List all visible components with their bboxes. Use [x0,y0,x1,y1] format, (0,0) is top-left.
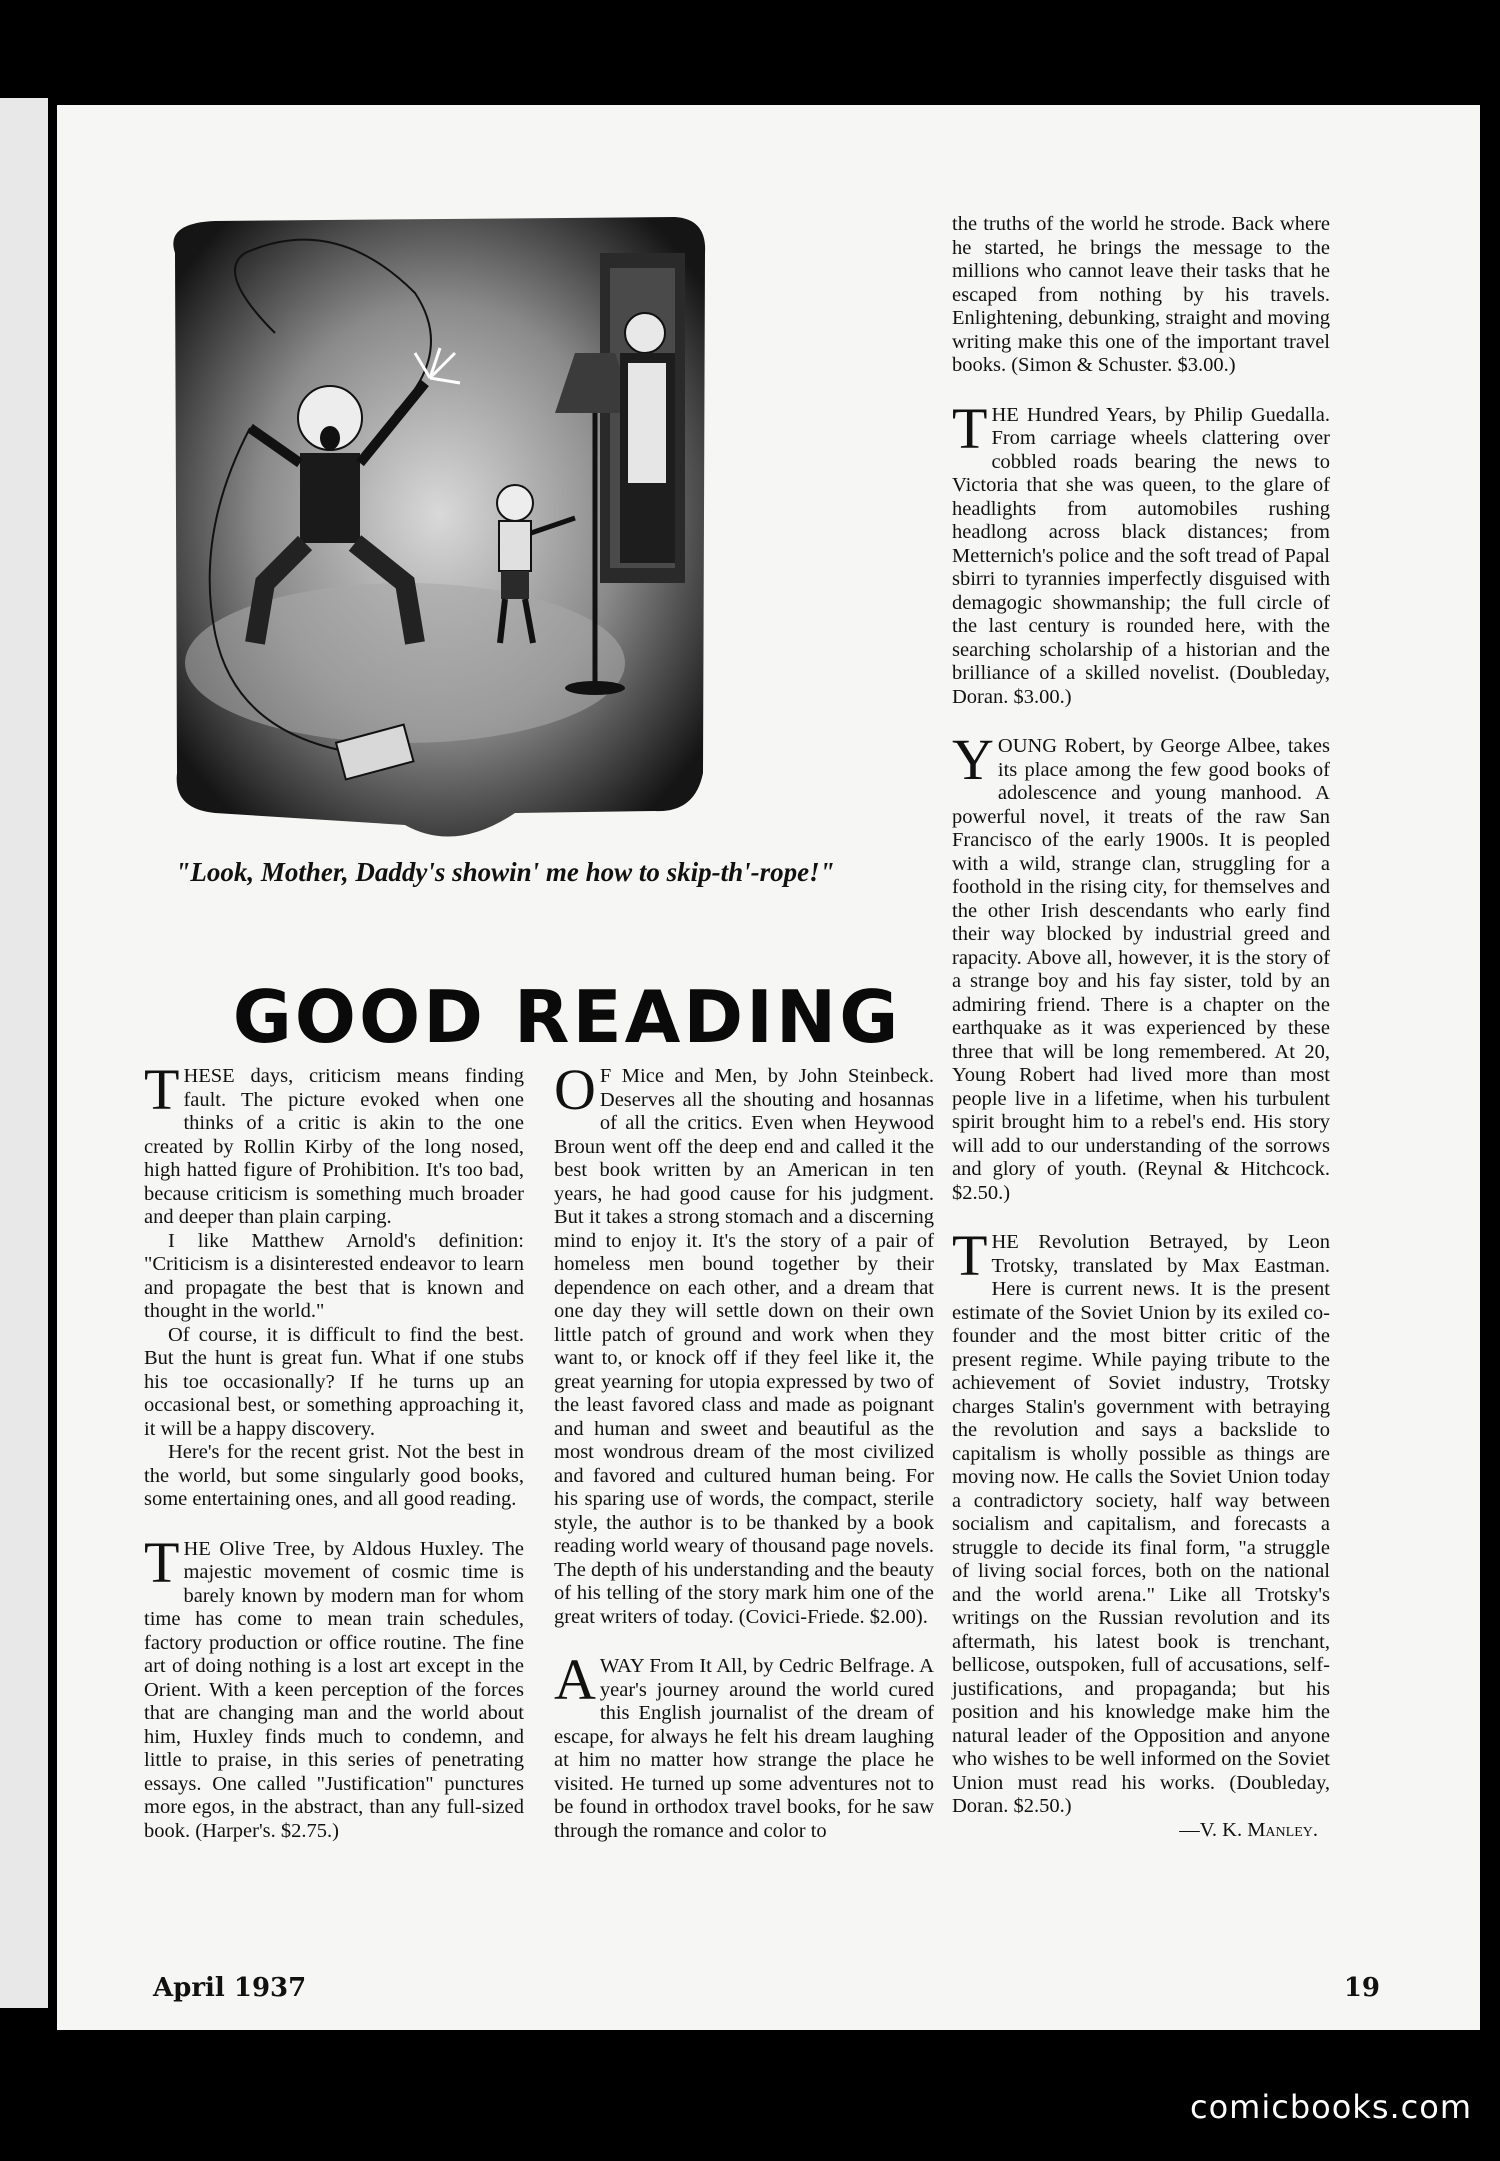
cartoon-illustration [155,213,715,853]
column-3 [952,213,1330,1842]
column-2 [554,1057,934,1843]
intro-paragraph: I like Matthew Arnold's definition: "Criticism is a disinterested endeavor to learn and propagate the best that is known and thought in the world." [144,1229,524,1322]
review-young-robert: YOUNG Robert, by George Albee, takes its place among the few good books of adolescence and young manhood. A powerful novel, it treats of the raw San Francisco of the early 1900s. It is peopled with a wild, strange clan, struggling for a foothold in the rising city, for themselves and the other Irish descendants who early find their way blocked by industrial greed and rapacity. Above all, however, it is the story of a strange boy and his fay sister, told by an admiring friend. There is a chapter on the earthquake as it was experienced by these three that will be long remembered. At 20, Young Robert had lived more than most people live in a lifetime, when his turbulent spirit brought him to a rebel's end. His story will add to our understanding of the sorrows and glory of youth. (Reynal & Hitchcock. $2.50.) [952,727,1330,1204]
issue-date: April 1937 [153,1973,307,2003]
previous-page-edge [0,98,48,2008]
intro-paragraph: Of course, it is difficult to find the best. But the hunt is great fun. What if one stubs his toe occasionally? If he turns up an occasional best, or something approaching it, it will be a happy discovery. [144,1323,524,1440]
intro-paragraph: THESE days, criticism means finding fault. The picture evoked when one thinks of a critic is akin to the one created by Rollin Kirby of the long nosed, high hatted figure of Prohibition. It's too bad, because criticism is something much broader and deeper than plain carping. [144,1057,524,1228]
magazine-page [57,105,1480,2030]
drop-cap: O [554,1057,596,1122]
site-watermark: comicbooks.com [1189,2088,1472,2126]
review-olive-tree: THE Olive Tree, by Aldous Huxley. The majestic movement of cosmic time is barely known by modern man for whom time has come to mean train schedules, factory production or office routine. The fine art of doing nothing is a lost art except in the Orient. With a keen perception of the forces that are changing man and the world about him, Huxley finds much to condemn, and little to praise, in this series of penetrating essays. One called "Justification" punctures more egos, in the abstract, than any full-sized book. (Harper's. $2.75.) [144,1529,524,1842]
review-away-from-it-all-continued: the truths of the world he strode. Back where he started, he brings the message to the millions who cannot leave their tasks that he escaped from nothing by his travels. Enlightening, debunking, straight and moving writing make this one of the important travel books. (Simon & Schuster. $3.00.) [952,213,1330,376]
review-the-hundred-years: THE Hundred Years, by Philip Guedalla. From carriage wheels clattering over cobbled roads bearing the news to Victoria that she was queen, to the glare of headlights from automobiles rushing headlong across black distances; from Metternich's police and the soft tread of Papal sbirri to tyrannies imperfectly disguised with demagogic showmanship; the full circle of the last century is rounded here, with the searching scholarship of a historian and the brilliance of a skilled novelist. (Doubleday, Doran. $3.00.) [952,395,1330,708]
review-away-from-it-all: AWAY From It All, by Cedric Belfrage. A year's journey around the world cured this English journalist of the dream of escape, for always he felt his dream laughing at him no matter how strange the place he visited. He turned up some adventures not to be found in orthodox travel books, for he saw through the romance and color to [554,1647,934,1842]
review-the-revolution-betrayed: THE Revolution Betrayed, by Leon Trotsky, translated by Max Eastman. Here is current news. It is the present estimate of the Soviet Union by its exiled co-founder and the most bitter critic of the present regime. While paying tribute to the achievement of Soviet industry, Trotsky charges Stalin's government with betraying the revolution and says a backslide to capitalism is wholly possible as things are moving now. He calls the Soviet Union today a contradictory society, half way between socialism and capitalism, and forecasts a struggle to decide its final form, "a struggle of living social forces, both on the national and the world arena." Like all Trotsky's writings on the Russian revolution and its aftermath, his latest book is trenchant, bellicose, outspoken, full of accusations, self-justifications, and propaganda; but his position and his knowledge make him the natural leader of the Opposition and anyone who wishes to be well informed on the Soviet Union must read his works. (Doubleday, Doran. $2.50.) [952,1223,1330,1817]
intro-paragraph: Here's for the recent grist. Not the best in the world, but some singularly good books, some entertaining ones, and all good reading. [144,1441,524,1510]
drop-cap: A [554,1647,596,1712]
drop-cap: T [952,395,988,461]
drop-cap: T [952,1223,988,1288]
cartoon-caption: "Look, Mother, Daddy's showin' me how to skip-th'-rope!" [175,857,835,887]
review-of-mice-and-men: O F Mice and Men, by John Steinbeck. Deserves all the shouting and hosannas of all the critics. Even when Heywood Broun went off the deep end and called it the best book written by an American in ten years, he had good cause for his judgment. But it takes a strong stomach and a discerning mind to enjoy it. It's the story of a pair of homeless men bound together by their dependence on each other, and a dream that one day they will settle down on their own little patch of ground and work when they want to, or knock off if they feel like it, the great yearning for utopia expressed by two of the least favored class and made as poignant and human and sweet and beautiful as the most wondrous dream of the most civilized and favored and cultured human being. For his sparing use of words, the compact, sterile style, the author is to be thanked by a book reading world weary of thousand page novels. The depth of his understanding and the beauty of his telling of the story mark him one of the great writers of today. (Covici-Friede. $2.00). [554,1057,934,1628]
page-number: 19 [1343,1973,1380,2003]
drop-cap: Y [952,727,994,792]
drop-cap: T [144,1057,180,1122]
author-signature: —V. K. Manley. [1179,1818,1318,1841]
drop-cap: T [144,1529,180,1595]
article-headline: GOOD READING [232,975,902,1059]
column-1 [144,1057,524,1869]
